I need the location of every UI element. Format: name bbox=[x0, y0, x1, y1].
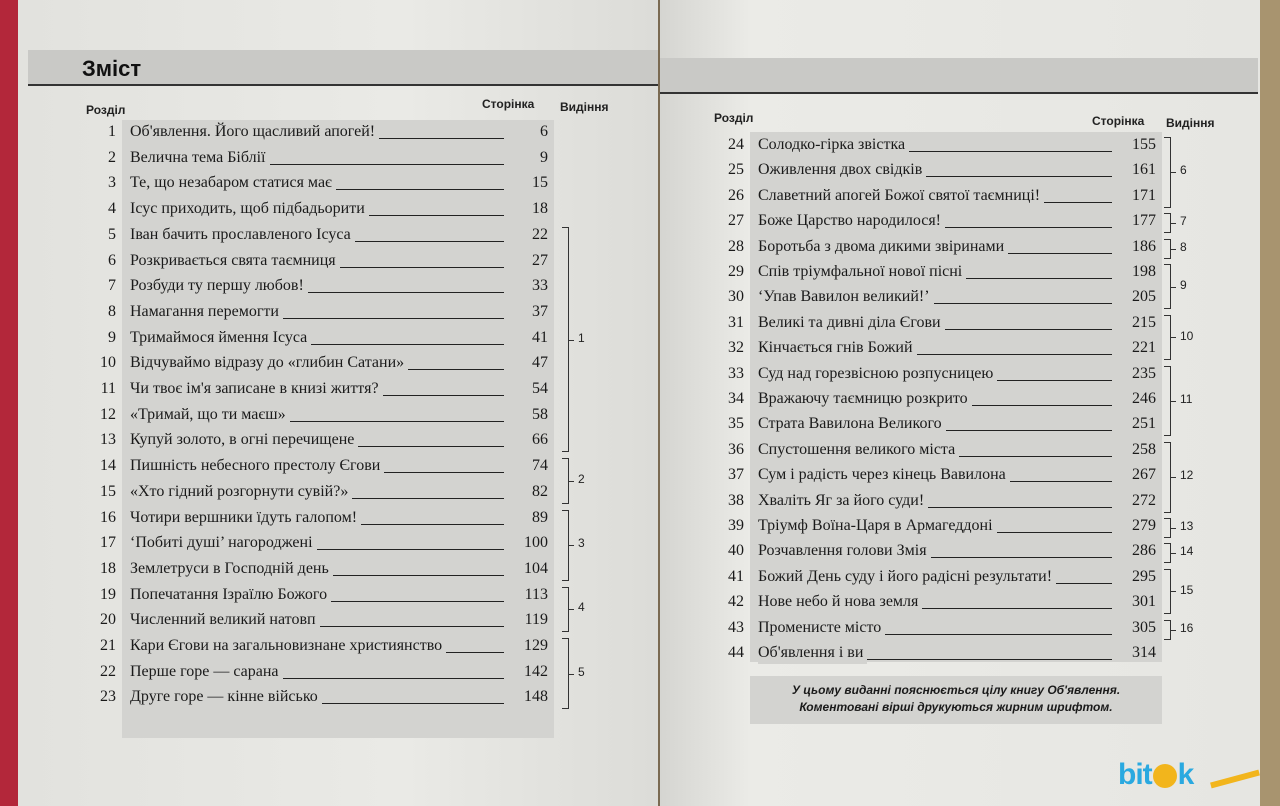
vision-brace bbox=[1164, 366, 1171, 437]
chapter-number: 17 bbox=[100, 534, 116, 552]
toc-row bbox=[86, 275, 556, 300]
chapter-number: 32 bbox=[728, 339, 744, 357]
toc-row bbox=[714, 185, 1164, 210]
page-number: 9 bbox=[540, 148, 548, 166]
chapter-title: Намагання перемогти bbox=[130, 301, 283, 323]
chapter-number: 21 bbox=[100, 637, 116, 654]
toc-row bbox=[714, 210, 1164, 235]
page-number: 177 bbox=[1132, 212, 1156, 230]
chapter-number: 7 bbox=[108, 277, 116, 295]
toc-row bbox=[86, 481, 556, 506]
vision-brace bbox=[1164, 543, 1171, 563]
page-number: 89 bbox=[532, 508, 548, 526]
chapter-title: Страта Вавилона Великого bbox=[758, 413, 946, 435]
vision-brace bbox=[1164, 620, 1171, 640]
page-number: 41 bbox=[532, 328, 548, 346]
toc-row bbox=[714, 312, 1164, 337]
page-number: 305 bbox=[1132, 618, 1156, 636]
page-number: 314 bbox=[1132, 644, 1156, 661]
chapter-number: 31 bbox=[728, 313, 744, 331]
watermark-text-b: k bbox=[1177, 758, 1194, 791]
chapter-number: 25 bbox=[728, 161, 744, 179]
header-page-left: Сторінка bbox=[482, 97, 535, 111]
page-number: 58 bbox=[532, 405, 548, 423]
page-number: 33 bbox=[532, 277, 548, 295]
chapter-number: 12 bbox=[100, 405, 116, 423]
vision-number: 16 bbox=[1180, 620, 1194, 635]
chapter-title: Суд над горезвісною розпусницею bbox=[758, 363, 997, 385]
toc-row bbox=[86, 378, 556, 403]
chapter-number: 3 bbox=[108, 174, 116, 192]
chapter-number: 6 bbox=[108, 251, 116, 269]
page-number: 155 bbox=[1132, 136, 1156, 153]
chapter-number: 9 bbox=[108, 328, 116, 346]
page-number: 186 bbox=[1132, 237, 1156, 255]
chapter-title: Оживлення двох свідків bbox=[758, 159, 926, 181]
toc-row bbox=[86, 250, 556, 275]
vision-brace bbox=[1164, 239, 1171, 259]
chapter-number: 20 bbox=[100, 611, 116, 629]
toc-row bbox=[714, 617, 1164, 642]
page-number: 82 bbox=[532, 482, 548, 500]
toc-row bbox=[714, 540, 1164, 565]
toc-row bbox=[86, 147, 556, 172]
chapter-title: Чи твоє ім'я записане в книзі життя? bbox=[130, 378, 383, 400]
chapter-number: 5 bbox=[108, 225, 116, 243]
chapter-title: Променисте місто bbox=[758, 617, 885, 639]
toc-row bbox=[86, 609, 556, 634]
chapter-title: Землетруси в Господній день bbox=[130, 558, 333, 580]
header-section-left: Розділ bbox=[86, 103, 126, 117]
toc-row bbox=[86, 661, 556, 686]
vision-brace bbox=[1164, 137, 1171, 208]
chapter-title: Тримаймося ймення Ісуса bbox=[130, 327, 311, 349]
vision-number: 12 bbox=[1180, 468, 1194, 483]
page-number: 251 bbox=[1132, 415, 1156, 433]
chapter-title: Розкривається свята таємниця bbox=[130, 250, 340, 272]
vision-brace bbox=[562, 587, 569, 633]
page-number: 129 bbox=[524, 637, 548, 654]
toc-row bbox=[714, 642, 1164, 667]
chapter-number: 8 bbox=[108, 302, 116, 320]
vision-number: 13 bbox=[1180, 519, 1194, 533]
chapter-title: Об'явлення і ви bbox=[758, 642, 867, 664]
page-number: 15 bbox=[532, 174, 548, 192]
chapter-number: 13 bbox=[100, 431, 116, 449]
chapter-number: 29 bbox=[728, 263, 744, 280]
vision-number: 14 bbox=[1180, 544, 1194, 559]
chapter-title: «Хто гідний розгорнути сувій?» bbox=[130, 481, 352, 503]
page-number: 18 bbox=[532, 200, 548, 218]
watermark-logo bbox=[1118, 758, 1193, 792]
chapter-title: Пишність небесного престолу Єгови bbox=[130, 455, 384, 477]
page-number: 267 bbox=[1132, 466, 1156, 484]
book-edge-right bbox=[1260, 0, 1280, 806]
page-number: 104 bbox=[524, 559, 548, 577]
footnote bbox=[750, 676, 1162, 724]
toc-row bbox=[86, 558, 556, 583]
chapter-title: Купуй золото, в огні перечищене bbox=[130, 429, 358, 451]
toc-row bbox=[714, 439, 1164, 464]
toc-row bbox=[86, 327, 556, 352]
chapter-number: 39 bbox=[728, 517, 744, 534]
chapter-title: Відчуваймо відразу до «глибин Сатани» bbox=[130, 352, 408, 374]
title-bar-right bbox=[660, 58, 1258, 94]
chapter-number: 40 bbox=[728, 542, 744, 560]
chapter-number: 11 bbox=[100, 380, 116, 397]
toc-row bbox=[714, 464, 1164, 489]
chapter-title: Велична тема Біблії bbox=[130, 147, 270, 169]
chapter-number: 28 bbox=[728, 237, 744, 255]
page-number: 37 bbox=[532, 302, 548, 320]
vision-number: 4 bbox=[578, 600, 585, 615]
page-number: 47 bbox=[532, 354, 548, 372]
chapter-title: Славетний апогей Божої святої таємниці! bbox=[758, 185, 1044, 207]
chapter-number: 18 bbox=[100, 559, 116, 577]
toc-row bbox=[86, 584, 556, 609]
vision-number: 8 bbox=[1180, 239, 1187, 254]
toc-row bbox=[714, 337, 1164, 362]
header-page-right: Сторінка bbox=[1092, 114, 1145, 128]
page-number: 279 bbox=[1132, 517, 1156, 534]
chapter-title: «Тримай, що ти маєш» bbox=[130, 404, 290, 426]
vision-brace bbox=[1164, 213, 1171, 233]
chapter-title: Спустошення великого міста bbox=[758, 439, 959, 461]
vision-brace bbox=[1164, 518, 1171, 538]
chapter-number: 27 bbox=[728, 212, 744, 230]
vision-number: 9 bbox=[1180, 277, 1187, 292]
chapter-title: Численний великий натовп bbox=[130, 609, 320, 631]
vision-number: 7 bbox=[1180, 214, 1187, 229]
toc-row bbox=[86, 507, 556, 532]
chapter-number: 24 bbox=[728, 136, 744, 153]
chapter-number: 23 bbox=[100, 688, 116, 706]
chapter-title: Кінчається гнів Божий bbox=[758, 337, 917, 359]
chapter-number: 16 bbox=[100, 508, 116, 526]
chapter-number: 15 bbox=[100, 482, 116, 500]
vision-brace bbox=[562, 638, 569, 709]
vision-number: 2 bbox=[578, 471, 585, 486]
page-number: 100 bbox=[524, 534, 548, 552]
chapter-title: Боротьба з двома дикими звіринами bbox=[758, 236, 1008, 258]
chapter-title: Друге горе — кінне військо bbox=[130, 686, 322, 708]
chapter-number: 14 bbox=[100, 457, 116, 475]
toc-row bbox=[714, 515, 1164, 540]
chapter-number: 33 bbox=[728, 364, 744, 382]
page-number: 246 bbox=[1132, 390, 1156, 407]
chapter-title: Чотири вершники їдуть галопом! bbox=[130, 507, 361, 529]
vision-number: 3 bbox=[578, 536, 585, 551]
chapter-title: Сум і радість через кінець Вавилона bbox=[758, 464, 1010, 486]
toc-row bbox=[86, 301, 556, 326]
toc-row bbox=[86, 121, 556, 146]
chapter-title: Розчавлення голови Змія bbox=[758, 540, 931, 562]
chapter-number: 42 bbox=[728, 593, 744, 611]
chapter-number: 34 bbox=[728, 390, 744, 407]
page-number: 66 bbox=[532, 431, 548, 449]
toc-row bbox=[714, 388, 1164, 413]
vision-brace bbox=[1164, 569, 1171, 614]
vision-number: 10 bbox=[1180, 328, 1194, 343]
header-vision-right: Видіння bbox=[1166, 116, 1215, 130]
chapter-title: Ісус приходить, щоб підбадьорити bbox=[130, 198, 369, 220]
toc-row bbox=[714, 413, 1164, 438]
page-number: 142 bbox=[524, 662, 548, 680]
toc-row bbox=[714, 490, 1164, 515]
chapter-title: Боже Царство народилося! bbox=[758, 210, 945, 232]
footnote-line-2: Коментовані вірші друкуються жирним шрифтом. bbox=[799, 700, 1113, 714]
chapter-title: Іван бачить прославленого Ісуса bbox=[130, 224, 355, 246]
toc-row bbox=[714, 159, 1164, 184]
vision-number: 5 bbox=[578, 664, 585, 679]
chapter-title: Попечатання Ізраїлю Божого bbox=[130, 584, 331, 606]
vision-number: 15 bbox=[1180, 582, 1194, 597]
chapter-number: 37 bbox=[728, 466, 744, 484]
toc-row bbox=[86, 532, 556, 557]
chapter-title: Вражаючу таємницю розкрито bbox=[758, 388, 972, 410]
chapter-title: Божий День суду і його радісні результати! bbox=[758, 566, 1056, 588]
book-edge-left bbox=[0, 0, 18, 806]
page-number: 22 bbox=[532, 225, 548, 243]
chapter-number: 41 bbox=[728, 567, 744, 585]
header-section-right: Розділ bbox=[714, 111, 754, 125]
chapter-number: 38 bbox=[728, 491, 744, 509]
chapter-title: Розбуди ту першу любов! bbox=[130, 275, 308, 297]
chapter-title: ‘Побиті душі’ нагороджені bbox=[130, 532, 317, 554]
page-number: 74 bbox=[532, 457, 548, 475]
chapter-title: Те, що незабаром статися має bbox=[130, 172, 336, 194]
chapter-title: ‘Упав Вавилон великий!’ bbox=[758, 286, 934, 308]
chapter-title: Перше горе — сарана bbox=[130, 661, 283, 683]
toc-row bbox=[714, 566, 1164, 591]
page-title: Зміст bbox=[82, 56, 142, 81]
toc-row bbox=[714, 134, 1164, 159]
chapter-number: 10 bbox=[100, 354, 116, 372]
chapter-title: Солодко-гірка звістка bbox=[758, 134, 909, 156]
toc-row bbox=[86, 352, 556, 377]
page-number: 54 bbox=[532, 380, 548, 397]
toc-row bbox=[86, 404, 556, 429]
footnote-line-1: У цьому виданні пояснюється цілу книгу Об'явлення. bbox=[791, 683, 1121, 697]
vision-brace bbox=[1164, 315, 1171, 360]
vision-brace bbox=[562, 510, 569, 581]
page-number: 119 bbox=[524, 611, 548, 629]
page-number: 27 bbox=[532, 251, 548, 269]
chapter-number: 1 bbox=[108, 123, 116, 140]
toc-row bbox=[86, 172, 556, 197]
watermark-text-a: bit bbox=[1118, 758, 1152, 791]
page-number: 205 bbox=[1132, 288, 1156, 306]
page-number: 258 bbox=[1132, 440, 1156, 458]
vision-brace bbox=[1164, 264, 1171, 309]
toc-row bbox=[714, 591, 1164, 616]
toc-row bbox=[714, 286, 1164, 311]
page-number: 301 bbox=[1132, 593, 1156, 611]
chapter-number: 30 bbox=[728, 288, 744, 306]
page-number: 171 bbox=[1132, 186, 1156, 204]
header-vision-left: Видіння bbox=[560, 100, 609, 114]
chapter-title: Об'явлення. Його щасливий апогей! bbox=[130, 121, 379, 143]
page-number: 235 bbox=[1132, 364, 1156, 382]
chapter-number: 19 bbox=[100, 585, 116, 603]
page-number: 272 bbox=[1132, 491, 1156, 509]
chapter-number: 44 bbox=[728, 644, 744, 661]
chapter-title: Кари Єгови на загальновизнане християнство bbox=[130, 635, 446, 657]
page-number: 6 bbox=[540, 123, 548, 140]
toc-row bbox=[714, 236, 1164, 261]
chapter-title: Великі та дивні діла Єгови bbox=[758, 312, 945, 334]
chapter-number: 4 bbox=[108, 200, 116, 218]
chapter-number: 35 bbox=[728, 415, 744, 433]
page-number: 295 bbox=[1132, 567, 1156, 585]
page-number: 221 bbox=[1132, 339, 1156, 357]
vision-brace bbox=[562, 458, 569, 504]
toc-row bbox=[86, 224, 556, 249]
page-number: 148 bbox=[524, 688, 548, 706]
chapter-number: 2 bbox=[108, 148, 116, 166]
vision-number: 6 bbox=[1180, 163, 1187, 178]
page-number: 113 bbox=[524, 585, 548, 603]
vision-number: 11 bbox=[1180, 392, 1193, 406]
chapter-number: 22 bbox=[100, 662, 116, 680]
vision-brace bbox=[562, 227, 569, 453]
chapter-number: 43 bbox=[728, 618, 744, 636]
toc-row bbox=[86, 686, 556, 711]
toc-row bbox=[714, 261, 1164, 286]
watermark-o-icon bbox=[1153, 764, 1177, 788]
page-number: 198 bbox=[1132, 263, 1156, 280]
vision-brace bbox=[1164, 442, 1171, 513]
page-number: 161 bbox=[1132, 161, 1156, 179]
page-number: 286 bbox=[1132, 542, 1156, 560]
toc-row bbox=[86, 198, 556, 223]
chapter-number: 26 bbox=[728, 186, 744, 204]
chapter-title: Хваліть Яг за його суди! bbox=[758, 490, 928, 512]
chapter-title: Нове небо й нова земля bbox=[758, 591, 922, 613]
chapter-number: 36 bbox=[728, 440, 744, 458]
vision-number: 1 bbox=[578, 330, 585, 345]
toc-row bbox=[86, 635, 556, 660]
page-number: 215 bbox=[1132, 313, 1156, 331]
toc-row bbox=[86, 455, 556, 480]
chapter-title: Спів тріумфальної нової пісні bbox=[758, 261, 966, 283]
toc-row bbox=[714, 363, 1164, 388]
chapter-title: Тріумф Воїна-Царя в Армагеддоні bbox=[758, 515, 997, 537]
toc-row bbox=[86, 429, 556, 454]
